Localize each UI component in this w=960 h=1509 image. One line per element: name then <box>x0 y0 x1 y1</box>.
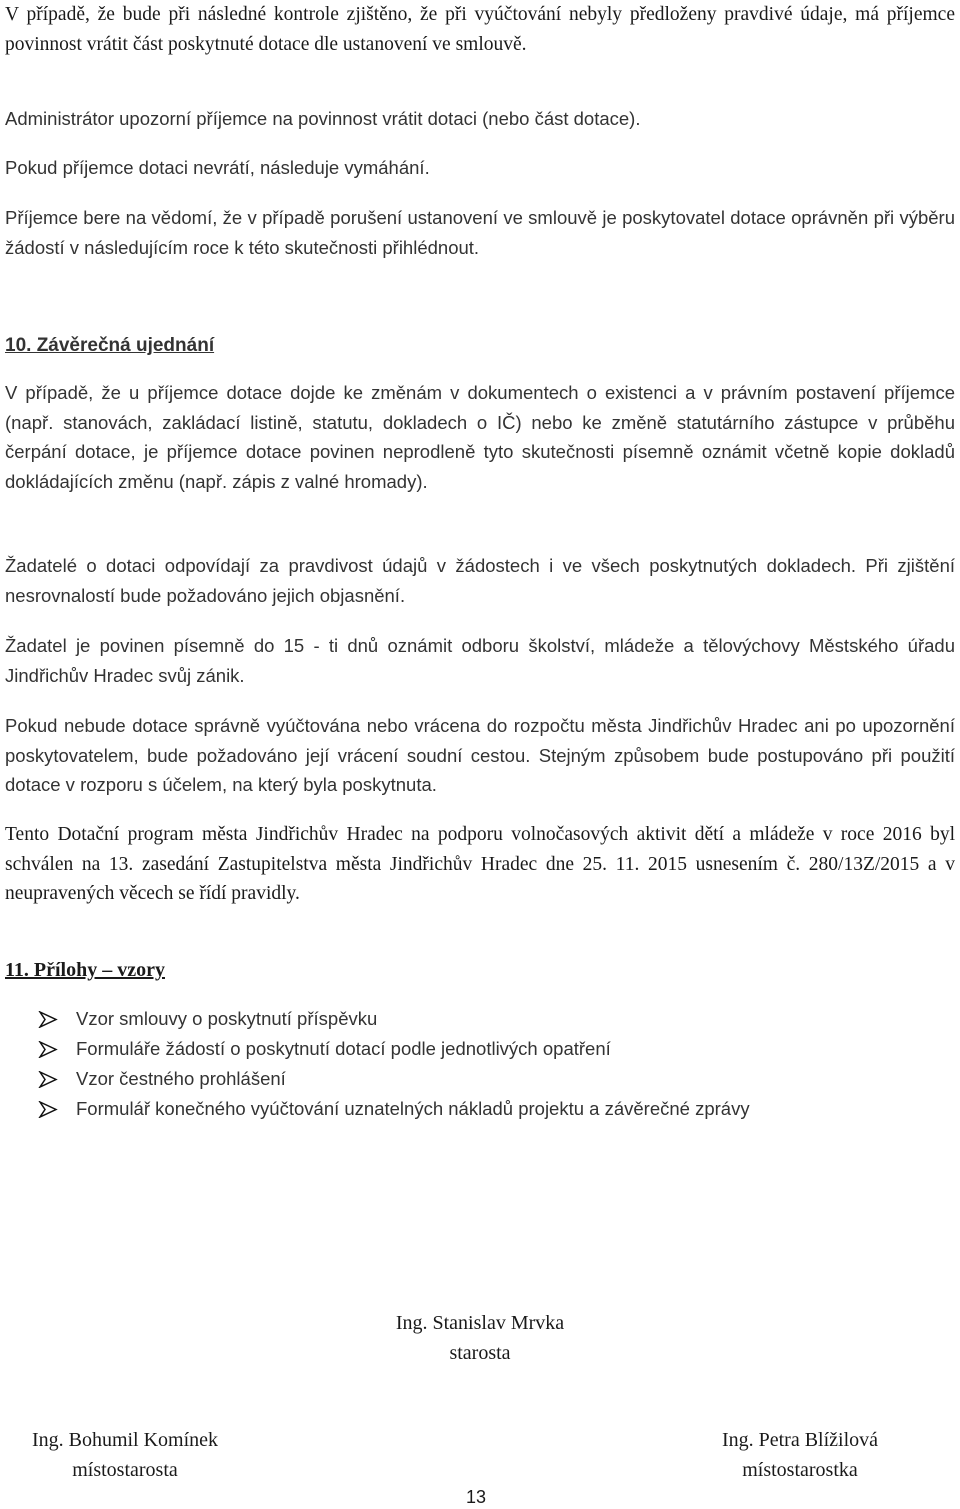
arrowhead-bullet-icon <box>38 1101 58 1118</box>
signature-name: Ing. Stanislav Mrvka <box>395 1312 565 1334</box>
signature-deputy-2 <box>680 1425 920 1485</box>
signature-role: místostarostka <box>742 1459 858 1481</box>
list-item-label: Vzor čestného prohlášení <box>76 1068 286 1089</box>
signature-name: Ing. Bohumil Komínek <box>31 1429 219 1451</box>
attachments-list <box>38 1004 750 1124</box>
section-10-paragraph-truthfulness: Žadatelé o dotaci odpovídají za pravdivost údajů v žádostech i ve všech poskytnutých dokladech. Při zjištění nesrovnalostí bude požadováno jejich objasnění. <box>5 555 955 606</box>
section-10-heading: 10. Závěrečná ujednání <box>5 335 215 356</box>
page-number: 13 <box>466 1487 487 1507</box>
list-item <box>38 1094 750 1124</box>
signature-mayor <box>360 1308 600 1368</box>
paragraph-acknowledgement: Příjemce bere na vědomí, že v případě porušení ustanovení ve smlouvě je poskytovatel dotace oprávněn při výběru žádostí v následujícím roce k této skutečnosti přihlédnout. <box>5 207 955 258</box>
section-10-paragraph-approval: Tento Dotační program města Jindřichův Hradec na podporu volnočasových aktivit dětí a mládeže v roce 2016 byl schválen na 13. zasedání Zastupitelstva města Jindřichův Hradec dne 25. 11. 2015 usnesením č. 280/13Z/2015 a v neupravených věcech se řídí pravidly. <box>5 824 955 904</box>
list-item <box>38 1034 750 1064</box>
arrowhead-bullet-icon <box>38 1071 58 1088</box>
list-item-label: Formuláře žádostí o poskytnutí dotací podle jednotlivých opatření <box>76 1038 611 1059</box>
section-10-paragraph-termination: Žadatel je povinen písemně do 15 - ti dnů oznámit odboru školství, mládeže a tělovýchovy Městského úřadu Jindřichův Hradec svůj zánik. <box>5 635 955 686</box>
list-item <box>38 1004 750 1034</box>
paragraph-administrator-notice: Administrátor upozorní příjemce na povinnost vrátit dotaci (nebo část dotace). <box>5 108 641 129</box>
signature-role: starosta <box>449 1342 511 1364</box>
list-item-label: Vzor smlouvy o poskytnutí příspěvku <box>76 1008 378 1029</box>
list-item-label: Formulář konečného vyúčtování uznatelných nákladů projektu a závěrečné zprávy <box>76 1098 750 1119</box>
signature-role: místostarosta <box>72 1459 178 1481</box>
signature-deputy-1 <box>0 1425 250 1485</box>
signature-name: Ing. Petra Blížilová <box>721 1429 879 1451</box>
section-11-heading: 11. Přílohy – vzory <box>5 959 165 981</box>
arrowhead-bullet-icon <box>38 1041 58 1058</box>
section-10-paragraph-recovery: Pokud nebude dotace správně vyúčtována nebo vrácena do rozpočtu města Jindřichův Hradec ani po upozornění poskytovatelem, bude požadováno její vrácení soudní cestou. Stejným způsobem bude postupováno při použití dotace v rozporu s účelem, na který byla poskytnuta. <box>5 715 955 795</box>
paragraph-enforcement: Pokud příjemce dotaci nevrátí, následuje vymáhání. <box>5 157 430 178</box>
paragraph-refund-condition: V případě, že bude při následné kontrole zjištěno, že při vyúčtování nebyly předloženy pravdivé údaje, má příjemce povinnost vrátit část poskytnuté dotace dle ustanovení ve smlouvě. <box>5 4 955 55</box>
arrowhead-bullet-icon <box>38 1011 58 1028</box>
list-item <box>38 1064 750 1094</box>
section-10-paragraph-changes: V případě, že u příjemce dotace dojde ke změnám v dokumentech o existenci a v právním postavení příjemce (např. stanovách, zakládací listině, statutu, dokladech o IČ) nebo ke změně statutárního zástupce v průběhu čerpání dotace, je příjemce dotace povinen neprodleně tyto skutečnosti písemně oznámit včetně kopie dokladů dokládajících změnu (např. zápis z valné hromady). <box>5 382 955 492</box>
